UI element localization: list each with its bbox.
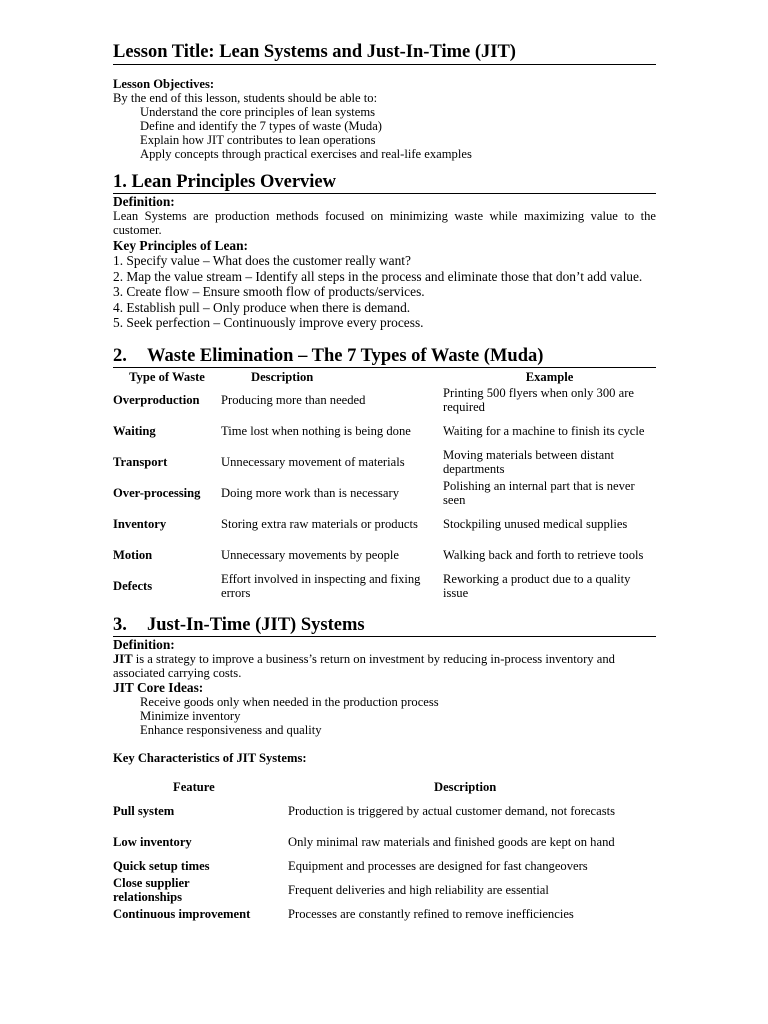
objective-item: Define and identify the 7 types of waste (Muda) bbox=[140, 119, 383, 133]
waste-description: Unnecessary movements by people bbox=[221, 548, 400, 562]
jit-feature-description: Only minimal raw materials and finished goods are kept on hand bbox=[288, 834, 615, 849]
jit-feature-description: Production is triggered by actual customer demand, not forecasts bbox=[288, 803, 615, 818]
characteristics-heading: Key Characteristics of JIT Systems: bbox=[113, 750, 307, 765]
section3-title: Just-In-Time (JIT) Systems bbox=[147, 614, 365, 635]
table-row bbox=[113, 827, 656, 857]
waste-example: Reworking a product due to a quality issue bbox=[443, 572, 631, 600]
waste-example: Moving materials between distant departments bbox=[443, 448, 615, 476]
jit-characteristics-table bbox=[113, 779, 656, 923]
table-row bbox=[113, 416, 656, 447]
waste-description: Producing more than needed bbox=[221, 393, 366, 407]
table-row bbox=[113, 385, 656, 416]
section3-definition bbox=[113, 652, 656, 680]
waste-description: Time lost when nothing is being done bbox=[221, 424, 411, 438]
objectives-intro: By the end of this lesson, students should be able to: bbox=[113, 91, 378, 105]
section1-definition: Lean Systems are production methods focused on minimizing waste while maximizing value to the customer. bbox=[113, 209, 656, 237]
jit-core-item: Receive goods only when needed in the production process bbox=[140, 694, 439, 709]
jit-feature: Quick setup times bbox=[113, 858, 210, 873]
lesson-title: Lesson Title: Lean Systems and Just-In-Time (JIT) bbox=[113, 40, 656, 65]
section3-heading bbox=[113, 614, 656, 637]
jit-feature: Pull system bbox=[113, 803, 175, 818]
objectives-heading: Lesson Objectives: bbox=[113, 77, 215, 91]
principle-item: 3. Create flow – Ensure smooth flow of products/services. bbox=[113, 284, 425, 299]
jit-core-item: Enhance responsiveness and quality bbox=[140, 722, 322, 737]
principle-item: 1. Specify value – What does the customer really want? bbox=[113, 253, 411, 268]
section3-definition-heading: Definition: bbox=[113, 636, 175, 652]
table-row bbox=[113, 509, 656, 540]
column-header: Type of Waste bbox=[129, 369, 205, 384]
table-header-row bbox=[113, 779, 656, 795]
column-header: Example bbox=[525, 369, 574, 384]
waste-description: Unnecessary movement of materials bbox=[221, 455, 405, 469]
table-row bbox=[113, 478, 656, 509]
objective-item: Apply concepts through practical exercises and real-life examples bbox=[140, 147, 472, 161]
jit-feature-description: Frequent deliveries and high reliability are essential bbox=[288, 882, 549, 897]
waste-example: Printing 500 flyers when only 300 are required bbox=[443, 386, 634, 414]
section2-number: 2. bbox=[113, 345, 127, 366]
section2-heading bbox=[113, 345, 656, 368]
section2-title: Waste Elimination – The 7 Types of Waste (Muda) bbox=[147, 345, 544, 366]
waste-type: Waiting bbox=[113, 424, 156, 438]
jit-feature: Continuous improvement bbox=[113, 906, 251, 921]
objectives-block bbox=[113, 77, 656, 161]
principle-item: 4. Establish pull – Only produce when there is demand. bbox=[113, 299, 411, 315]
jit-definition-text: is a strategy to improve a business’s return on investment by reducing in-process inventory and associated carrying costs. bbox=[113, 651, 615, 680]
waste-example: Walking back and forth to retrieve tools bbox=[443, 548, 644, 562]
table-row bbox=[113, 857, 656, 875]
section1-heading bbox=[113, 171, 656, 194]
waste-example: Waiting for a machine to finish its cycle bbox=[443, 424, 645, 438]
table-row bbox=[113, 447, 656, 478]
jit-feature: Close supplier relationships bbox=[113, 875, 190, 904]
waste-example: Polishing an internal part that is never seen bbox=[443, 479, 635, 507]
waste-type: Over-processing bbox=[113, 486, 201, 500]
principle-item: 2. Map the value stream – Identify all steps in the process and eliminate those that don’t add value. bbox=[113, 268, 643, 284]
table-row bbox=[113, 875, 656, 905]
waste-type: Defects bbox=[113, 579, 153, 593]
waste-type: Transport bbox=[113, 455, 168, 469]
table-row bbox=[113, 571, 656, 602]
jit-term: JIT bbox=[113, 651, 133, 666]
column-header: Description bbox=[251, 369, 314, 384]
column-header: Feature bbox=[173, 779, 215, 794]
jit-core-heading: JIT Core Ideas: bbox=[113, 679, 204, 695]
section3-number: 3. bbox=[113, 614, 127, 635]
principle-item: 5. Seek perfection – Continuously improve every process. bbox=[113, 315, 424, 330]
table-row bbox=[113, 905, 656, 923]
table-row bbox=[113, 795, 656, 827]
jit-feature-description: Processes are constantly refined to remove inefficiencies bbox=[288, 906, 574, 921]
section1-title: Lean Principles Overview bbox=[131, 172, 336, 192]
document-page bbox=[113, 40, 656, 923]
principles-heading: Key Principles of Lean: bbox=[113, 238, 249, 253]
waste-type: Inventory bbox=[113, 517, 167, 531]
waste-description: Doing more work than is necessary bbox=[221, 486, 400, 500]
waste-description: Effort involved in inspecting and fixing errors bbox=[221, 572, 421, 600]
jit-feature-description: Equipment and processes are designed for fast changeovers bbox=[288, 858, 588, 873]
table-row bbox=[113, 540, 656, 571]
jit-feature: Low inventory bbox=[113, 834, 192, 849]
column-header: Description bbox=[434, 779, 497, 794]
jit-core-item: Minimize inventory bbox=[140, 708, 241, 723]
waste-type: Overproduction bbox=[113, 393, 200, 407]
objective-item: Explain how JIT contributes to lean operations bbox=[140, 133, 376, 147]
waste-example: Stockpiling unused medical supplies bbox=[443, 517, 628, 531]
objective-item: Understand the core principles of lean systems bbox=[140, 105, 376, 119]
section1-definition-heading: Definition: bbox=[113, 194, 175, 209]
table-header-row bbox=[113, 369, 656, 385]
waste-description: Storing extra raw materials or products bbox=[221, 517, 418, 531]
section1-number: 1. bbox=[113, 172, 127, 192]
waste-table bbox=[113, 369, 656, 602]
waste-type: Motion bbox=[113, 548, 153, 562]
